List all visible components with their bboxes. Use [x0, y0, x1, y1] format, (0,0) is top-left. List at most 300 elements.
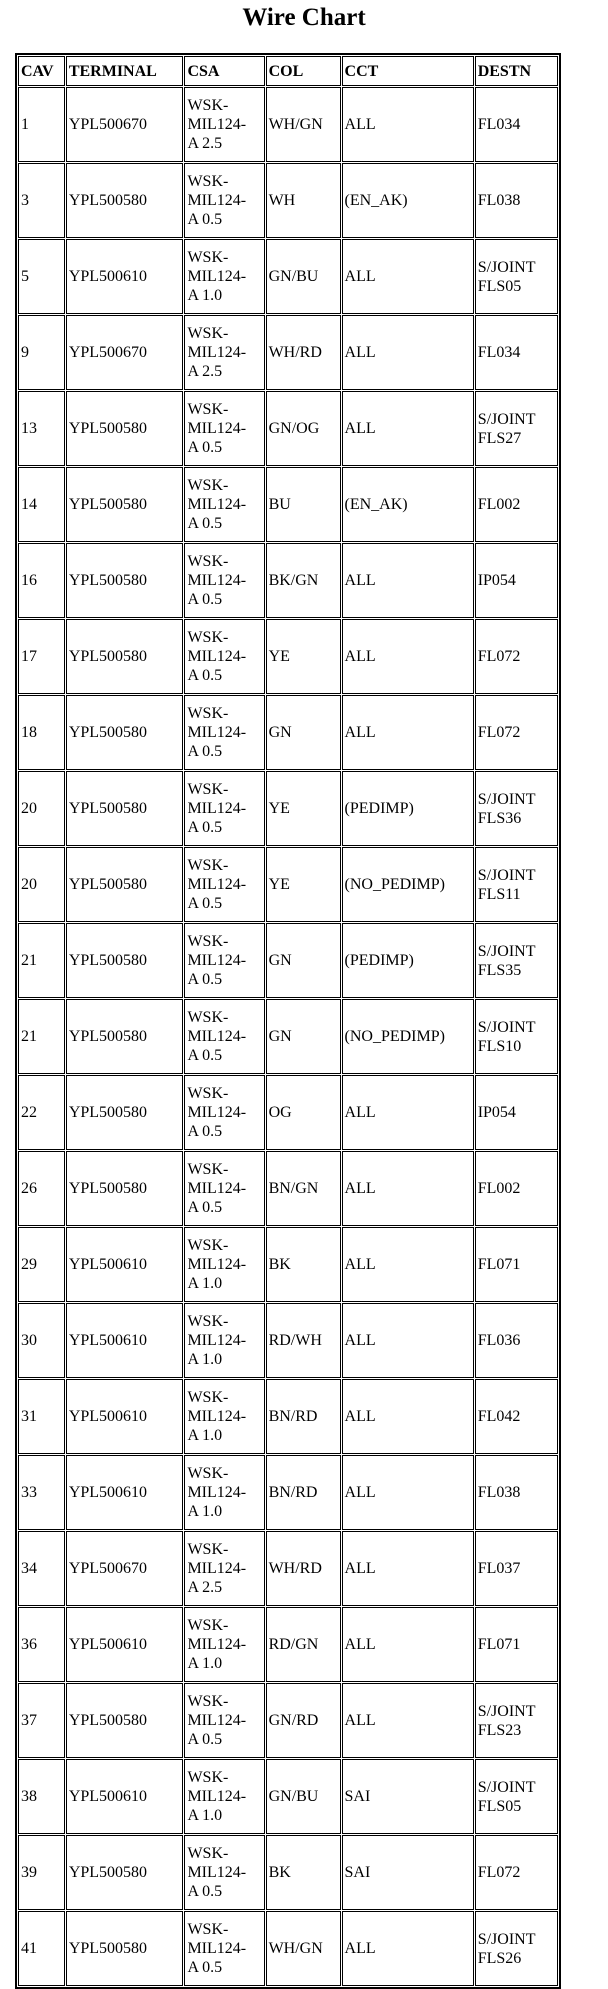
cell-col-text: WH/RD [268, 344, 322, 361]
cell-col [266, 1379, 341, 1454]
cell-destn [475, 543, 558, 618]
cell-cav-text: 31 [21, 1408, 37, 1425]
cell-csa-text: MIL124- [187, 952, 247, 969]
cell-col-text: YE [268, 876, 290, 893]
cell-terminal-text: YPL500580 [68, 876, 148, 893]
cell-cav [18, 1455, 65, 1530]
cell-terminal [66, 1303, 184, 1378]
cell-terminal-text: YPL500670 [68, 344, 148, 361]
cell-csa [184, 1683, 264, 1758]
cell-destn-text: FLS36 [477, 809, 522, 827]
cell-csa [184, 1379, 264, 1454]
cell-cav [18, 1303, 65, 1378]
cell-terminal-text: YPL500580 [68, 192, 148, 209]
cell-csa-text: WSK- [187, 1693, 229, 1710]
cell-cct [342, 87, 474, 162]
cell-csa [184, 999, 264, 1074]
cell-col [266, 239, 341, 314]
cell-col-text: YE [268, 800, 290, 817]
cell-terminal [66, 391, 184, 466]
cell-destn [475, 1683, 558, 1758]
cell-csa-text: MIL124- [187, 800, 247, 817]
cell-terminal-text: YPL500580 [68, 572, 148, 589]
cell-destn-text: FL002 [477, 496, 521, 513]
cell-terminal-text: YPL500610 [68, 1332, 148, 1349]
cell-cav-text: 37 [21, 1712, 37, 1729]
cell-destn-text: FL042 [477, 1408, 521, 1425]
cell-cct [342, 999, 474, 1074]
table-row [18, 467, 558, 542]
cell-csa [184, 1531, 264, 1606]
cell-destn [475, 1379, 558, 1454]
cell-csa-text: WSK- [187, 249, 229, 266]
cell-destn [475, 695, 558, 770]
cell-cct-text: ALL [344, 1256, 376, 1273]
cell-cav-text: 9 [21, 344, 29, 361]
cell-csa-text: WSK- [187, 781, 229, 798]
cell-terminal [66, 239, 184, 314]
cell-cav [18, 239, 65, 314]
cell-cct [342, 315, 474, 390]
cell-cav [18, 163, 65, 238]
table-row [18, 239, 558, 314]
cell-col [266, 847, 341, 922]
cell-cct-text: ALL [344, 572, 376, 589]
cell-cct [342, 391, 474, 466]
cell-cav [18, 847, 65, 922]
cell-csa-text: MIL124- [187, 1788, 247, 1805]
cell-col [266, 315, 341, 390]
cell-csa-text: MIL124- [187, 1104, 247, 1121]
cell-csa-text: WSK- [187, 553, 229, 570]
header-csa: CSA [184, 56, 264, 86]
cell-destn [475, 1227, 558, 1302]
cell-col [266, 695, 341, 770]
cell-csa-text: A 0.5 [187, 1047, 223, 1064]
header-cct: CCT [342, 56, 474, 86]
cell-csa-text: MIL124- [187, 1484, 247, 1501]
cell-col [266, 923, 341, 998]
cell-csa [184, 163, 264, 238]
cell-csa-text: MIL124- [187, 1028, 247, 1045]
cell-col [266, 467, 341, 542]
cell-cct-text: ALL [344, 1712, 376, 1729]
cell-csa [184, 315, 264, 390]
cell-csa [184, 391, 264, 466]
cell-csa-text: MIL124- [187, 1940, 247, 1957]
cell-cct [342, 1531, 474, 1606]
cell-destn-text: FLS05 [477, 277, 522, 295]
cell-csa [184, 1759, 264, 1834]
cell-destn-text: FLS23 [477, 1721, 522, 1739]
cell-cav [18, 1911, 65, 1986]
cell-csa-text: A 1.0 [187, 1807, 223, 1824]
header-cav: CAV [18, 56, 65, 86]
cell-cct-text: ALL [344, 724, 376, 741]
cell-terminal [66, 847, 184, 922]
cell-col-text: GN/BU [268, 1788, 319, 1805]
cell-destn-text: FLS35 [477, 961, 522, 979]
header-destn: DESTN [475, 56, 558, 86]
cell-destn [475, 1455, 558, 1530]
cell-col [266, 999, 341, 1074]
cell-cct [342, 1683, 474, 1758]
cell-csa [184, 695, 264, 770]
cell-destn-text: S/JOINT [477, 1930, 536, 1948]
cell-col-text: GN [268, 1028, 292, 1045]
cell-csa-text: A 0.5 [187, 1731, 223, 1748]
cell-csa [184, 771, 264, 846]
cell-destn [475, 847, 558, 922]
cell-cct-text: SAI [344, 1864, 371, 1881]
cell-cct [342, 239, 474, 314]
cell-terminal [66, 163, 184, 238]
cell-cct-text: (NO_PEDIMP) [344, 876, 445, 893]
cell-csa [184, 543, 264, 618]
cell-destn-text: FL034 [477, 116, 521, 133]
cell-terminal [66, 87, 184, 162]
cell-terminal [66, 1607, 184, 1682]
cell-terminal-text: YPL500580 [68, 1712, 148, 1729]
cell-csa-text: MIL124- [187, 1332, 247, 1349]
cell-terminal-text: YPL500580 [68, 420, 148, 437]
cell-csa-text: WSK- [187, 477, 229, 494]
cell-csa-text: MIL124- [187, 192, 247, 209]
cell-csa [184, 239, 264, 314]
cell-destn-text: FL071 [477, 1256, 521, 1273]
cell-csa-text: MIL124- [187, 572, 247, 589]
cell-csa-text: MIL124- [187, 496, 247, 513]
cell-csa-text: MIL124- [187, 116, 247, 133]
cell-col-text: WH/GN [268, 1940, 323, 1957]
cell-cct-text: ALL [344, 268, 376, 285]
cell-col-text: BN/GN [268, 1180, 319, 1197]
cell-csa [184, 1227, 264, 1302]
cell-destn-text: FL038 [477, 1484, 521, 1501]
cell-destn [475, 163, 558, 238]
cell-terminal-text: YPL500610 [68, 268, 148, 285]
cell-col-text: WH/GN [268, 116, 323, 133]
cell-col-text: WH [268, 192, 296, 209]
cell-destn-text: FL071 [477, 1636, 521, 1653]
table-row [18, 1303, 558, 1378]
cell-csa-text: WSK- [187, 97, 229, 114]
cell-csa-text: A 0.5 [187, 667, 223, 684]
cell-csa-text: MIL124- [187, 1560, 247, 1577]
cell-csa-text: WSK- [187, 1769, 229, 1786]
cell-cav [18, 1379, 65, 1454]
cell-cav-text: 36 [21, 1636, 37, 1653]
cell-destn [475, 1151, 558, 1226]
cell-cav [18, 1835, 65, 1910]
cell-col [266, 1075, 341, 1150]
cell-csa-text: MIL124- [187, 1864, 247, 1881]
cell-cct-text: (NO_PEDIMP) [344, 1028, 445, 1045]
cell-cav [18, 1683, 65, 1758]
cell-cav-text: 22 [21, 1104, 37, 1121]
cell-destn-text: FLS05 [477, 1797, 522, 1815]
cell-cct-text: (PEDIMP) [344, 952, 414, 969]
cell-col [266, 87, 341, 162]
cell-col-text: RD/WH [268, 1332, 322, 1349]
cell-csa-text: WSK- [187, 1313, 229, 1330]
cell-cct [342, 1075, 474, 1150]
cell-csa-text: A 0.5 [187, 895, 223, 912]
table-row [18, 1379, 558, 1454]
cell-col [266, 1911, 341, 1986]
cell-csa-text: MIL124- [187, 268, 247, 285]
table-row [18, 391, 558, 466]
cell-col [266, 1531, 341, 1606]
cell-col-text: WH/RD [268, 1560, 322, 1577]
table-row [18, 1835, 558, 1910]
cell-csa-text: WSK- [187, 1541, 229, 1558]
cell-destn [475, 1607, 558, 1682]
cell-col [266, 1303, 341, 1378]
cell-csa-text: A 0.5 [187, 439, 223, 456]
cell-terminal [66, 1379, 184, 1454]
cell-destn [475, 391, 558, 466]
cell-csa-text: A 1.0 [187, 1351, 223, 1368]
cell-destn-text: FLS27 [477, 429, 522, 447]
cell-terminal-text: YPL500610 [68, 1636, 148, 1653]
cell-cav-text: 33 [21, 1484, 37, 1501]
wire-chart-table [15, 53, 561, 1989]
cell-col-text: BN/RD [268, 1484, 318, 1501]
cell-csa-text: MIL124- [187, 1636, 247, 1653]
cell-terminal [66, 1531, 184, 1606]
cell-destn-text: FL037 [477, 1560, 521, 1577]
cell-col-text: OG [268, 1104, 292, 1121]
cell-cct-text: ALL [344, 1332, 376, 1349]
cell-cav-text: 30 [21, 1332, 37, 1349]
table-row [18, 1683, 558, 1758]
cell-terminal [66, 923, 184, 998]
cell-terminal-text: YPL500580 [68, 800, 148, 817]
cell-destn [475, 315, 558, 390]
cell-col [266, 1683, 341, 1758]
cell-destn [475, 467, 558, 542]
cell-cct-text: ALL [344, 1408, 376, 1425]
table-row [18, 1151, 558, 1226]
cell-terminal-text: YPL500580 [68, 952, 148, 969]
cell-col [266, 1835, 341, 1910]
cell-terminal [66, 1455, 184, 1530]
cell-destn-text: FL038 [477, 192, 521, 209]
cell-cav-text: 29 [21, 1256, 37, 1273]
header-terminal: TERMINAL [66, 56, 184, 86]
cell-cct [342, 695, 474, 770]
cell-terminal-text: YPL500580 [68, 1104, 148, 1121]
cell-col-text: GN/RD [268, 1712, 319, 1729]
cell-destn-text: S/JOINT [477, 1702, 536, 1720]
cell-csa [184, 1607, 264, 1682]
cell-cav-text: 16 [21, 572, 37, 589]
cell-cav [18, 923, 65, 998]
cell-terminal-text: YPL500580 [68, 1864, 148, 1881]
cell-cav-text: 34 [21, 1560, 37, 1577]
cell-terminal-text: YPL500610 [68, 1256, 148, 1273]
cell-cct-text: ALL [344, 1484, 376, 1501]
cell-csa [184, 619, 264, 694]
cell-cav [18, 543, 65, 618]
cell-cav-text: 20 [21, 800, 37, 817]
cell-terminal [66, 543, 184, 618]
cell-csa-text: A 2.5 [187, 363, 223, 380]
cell-destn-text: S/JOINT [477, 790, 536, 808]
cell-csa-text: MIL124- [187, 344, 247, 361]
cell-cav [18, 1075, 65, 1150]
cell-destn-text: FL072 [477, 1864, 521, 1881]
cell-cct [342, 1227, 474, 1302]
cell-destn-text: S/JOINT [477, 1778, 536, 1796]
cell-csa-text: A 0.5 [187, 1123, 223, 1140]
cell-terminal [66, 1759, 184, 1834]
cell-cav [18, 771, 65, 846]
cell-col-text: GN [268, 952, 292, 969]
cell-destn-text: S/JOINT [477, 942, 536, 960]
cell-csa-text: WSK- [187, 1845, 229, 1862]
cell-terminal-text: YPL500670 [68, 116, 148, 133]
cell-csa-text: A 1.0 [187, 1427, 223, 1444]
cell-cct-text: (EN_AK) [344, 192, 408, 209]
cell-cav-text: 5 [21, 268, 29, 285]
cell-col-text: RD/GN [268, 1636, 319, 1653]
cell-csa-text: A 0.5 [187, 1883, 223, 1900]
cell-destn [475, 1075, 558, 1150]
cell-cct [342, 1303, 474, 1378]
cell-csa-text: A 0.5 [187, 971, 223, 988]
cell-csa-text: A 0.5 [187, 211, 223, 228]
cell-cav-text: 20 [21, 876, 37, 893]
cell-col [266, 1455, 341, 1530]
cell-destn [475, 1759, 558, 1834]
cell-cav [18, 315, 65, 390]
table-row [18, 1455, 558, 1530]
cell-csa [184, 1303, 264, 1378]
cell-cav [18, 695, 65, 770]
cell-cav [18, 1759, 65, 1834]
cell-cct-text: SAI [344, 1788, 371, 1805]
cell-col [266, 163, 341, 238]
cell-destn [475, 1835, 558, 1910]
cell-col-text: BK/GN [268, 572, 319, 589]
cell-csa-text: A 2.5 [187, 135, 223, 152]
cell-cav-text: 26 [21, 1180, 37, 1197]
cell-csa [184, 923, 264, 998]
cell-destn [475, 923, 558, 998]
cell-cav [18, 1227, 65, 1302]
cell-cct [342, 163, 474, 238]
cell-terminal [66, 619, 184, 694]
cell-cct [342, 847, 474, 922]
cell-csa [184, 1835, 264, 1910]
cell-csa-text: WSK- [187, 173, 229, 190]
cell-csa-text: WSK- [187, 1617, 229, 1634]
cell-csa [184, 87, 264, 162]
table-row [18, 163, 558, 238]
cell-terminal [66, 1075, 184, 1150]
cell-terminal [66, 1227, 184, 1302]
cell-terminal [66, 1683, 184, 1758]
cell-destn [475, 87, 558, 162]
cell-col-text: GN [268, 724, 292, 741]
cell-csa-text: A 0.5 [187, 1959, 223, 1976]
cell-csa-text: A 2.5 [187, 1579, 223, 1596]
cell-col-text: GN/OG [268, 420, 320, 437]
cell-csa-text: WSK- [187, 1009, 229, 1026]
cell-terminal [66, 1911, 184, 1986]
table-row [18, 1607, 558, 1682]
table-row [18, 923, 558, 998]
cell-cav-text: 13 [21, 420, 37, 437]
cell-terminal [66, 315, 184, 390]
cell-col [266, 1607, 341, 1682]
cell-cct [342, 467, 474, 542]
cell-csa [184, 467, 264, 542]
cell-destn-text: IP054 [477, 572, 516, 589]
cell-cct-text: ALL [344, 1560, 376, 1577]
cell-destn-text: FL072 [477, 724, 521, 741]
cell-cav [18, 1531, 65, 1606]
cell-terminal-text: YPL500610 [68, 1408, 148, 1425]
cell-csa-text: MIL124- [187, 1712, 247, 1729]
table-row [18, 695, 558, 770]
cell-terminal-text: YPL500610 [68, 1484, 148, 1501]
cell-terminal-text: YPL500580 [68, 1940, 148, 1957]
cell-destn-text: S/JOINT [477, 1018, 536, 1036]
cell-cav [18, 1607, 65, 1682]
cell-cct-text: ALL [344, 116, 376, 133]
cell-csa-text: WSK- [187, 1085, 229, 1102]
cell-csa-text: A 0.5 [187, 515, 223, 532]
cell-csa-text: WSK- [187, 401, 229, 418]
cell-cct-text: ALL [344, 1940, 376, 1957]
cell-csa-text: WSK- [187, 857, 229, 874]
table-row [18, 1759, 558, 1834]
cell-csa-text: WSK- [187, 1389, 229, 1406]
cell-destn [475, 1303, 558, 1378]
cell-csa [184, 847, 264, 922]
cell-col-text: BK [268, 1864, 291, 1881]
cell-destn [475, 619, 558, 694]
cell-csa [184, 1151, 264, 1226]
cell-terminal [66, 695, 184, 770]
cell-csa [184, 1455, 264, 1530]
cell-cct [342, 1379, 474, 1454]
cell-cct-text: ALL [344, 344, 376, 361]
cell-cct-text: (PEDIMP) [344, 800, 414, 817]
cell-cct [342, 543, 474, 618]
cell-destn [475, 999, 558, 1074]
cell-cav-text: 38 [21, 1788, 37, 1805]
cell-col-text: BK [268, 1256, 291, 1273]
cell-destn [475, 1531, 558, 1606]
table-row [18, 1911, 558, 1986]
cell-cct [342, 619, 474, 694]
table-row [18, 847, 558, 922]
cell-terminal-text: YPL500610 [68, 1788, 148, 1805]
cell-cav [18, 87, 65, 162]
cell-cav-text: 18 [21, 724, 37, 741]
cell-col [266, 619, 341, 694]
cell-destn-text: FL002 [477, 1180, 521, 1197]
cell-csa [184, 1075, 264, 1150]
cell-terminal [66, 999, 184, 1074]
cell-destn-text: FLS10 [477, 1037, 522, 1055]
cell-csa-text: A 1.0 [187, 1503, 223, 1520]
cell-csa-text: MIL124- [187, 724, 247, 741]
